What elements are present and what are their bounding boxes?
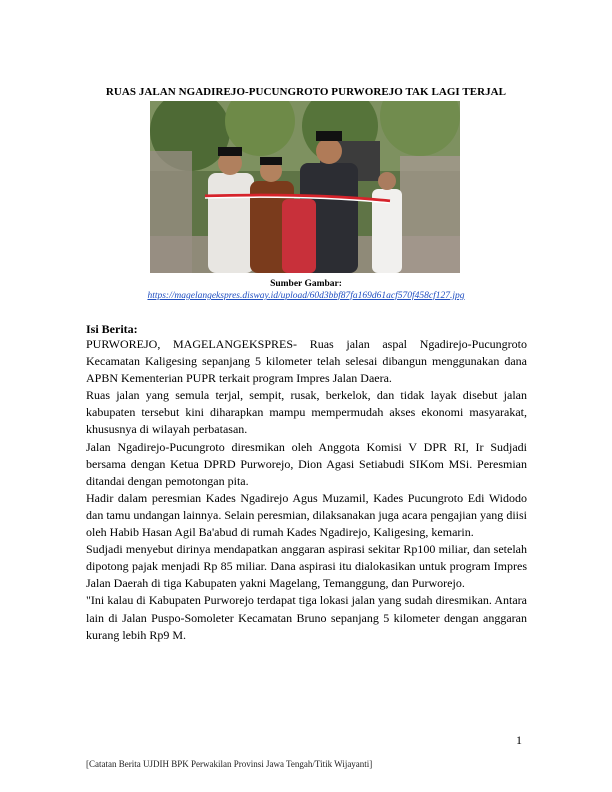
page-footer: [Catatan Berita UJDIH BPK Perwakilan Provinsi Jawa Tengah/Titik Wijayanti] <box>86 759 373 769</box>
article-title: RUAS JALAN NGADIREJO-PUCUNGROTO PURWOREJO TAK LAGI TERJAL <box>105 86 507 98</box>
news-photo <box>150 101 460 273</box>
image-caption-label: Sumber Gambar: <box>270 279 342 289</box>
paragraph: "Ini kalau di Kabupaten Purworejo terdapat tiga lokasi jalan yang sudah diresmikan. Antara lain di Jalan Puspo-Somoleter Kecamatan Bruno sepanjang 5 kilometer dengan anggaran kurang lebih Rp9 M. <box>86 593 527 642</box>
article-body <box>86 336 527 644</box>
page-number: 1 <box>516 733 522 747</box>
paragraph: PURWOREJO, MAGELANGEKSPRES- Ruas jalan aspal Ngadirejo-Pucungroto Kecamatan Kaligesing sepanjang 5 kilometer telah selesai dibangun menggunakan dana APBN Kementerian PUPR terkait program Impres Jalan Daera. <box>86 337 527 386</box>
paragraph: Jalan Ngadirejo-Pucungroto diresmikan oleh Anggota Komisi V DPR RI, Ir Sudjadi bersama dengan Ketua DPRD Purworejo, Dion Agasi Setiabudi SIKom MSi. Peresmian ditandai dengan pemotongan pita. <box>86 439 527 488</box>
paragraph: Ruas jalan yang semula terjal, sempit, rusak, berkelok, dan tidak layak disebut jalan kabupaten tersebut kini diharapkan mampu mempermudah akses ekonomi masyarakat, khususnya di wilayah perbatasan. <box>86 388 527 437</box>
paragraph: Sudjadi menyebut dirinya mendapatkan anggaran aspirasi sekitar Rp100 miliar, dan setelah dipotong pajak menjadi Rp 85 miliar. Dana aspirasi itu dialokasikan untuk program Impres Jalan Daerah di tiga Kabupaten yakni Magelang, Temanggung, dan Purworejo. <box>86 542 527 591</box>
section-heading: Isi Berita: <box>86 322 138 336</box>
paragraph: Hadir dalam peresmian Kades Ngadirejo Agus Muzamil, Kades Pucungroto Edi Widodo dan tamu undangan lainnya. Selain peresmian, dilaksanakan juga acara pengajian yang diisi oleh Habib Hasan Agil Ba'abud di rumah Kades Ngadirejo, Kaligesing, kemarin. <box>86 490 527 540</box>
image-source-link[interactable]: https://magelangekspres.disway.id/upload/60d3bbf87fa169d61acf570f458cf127.jpg <box>147 291 465 301</box>
